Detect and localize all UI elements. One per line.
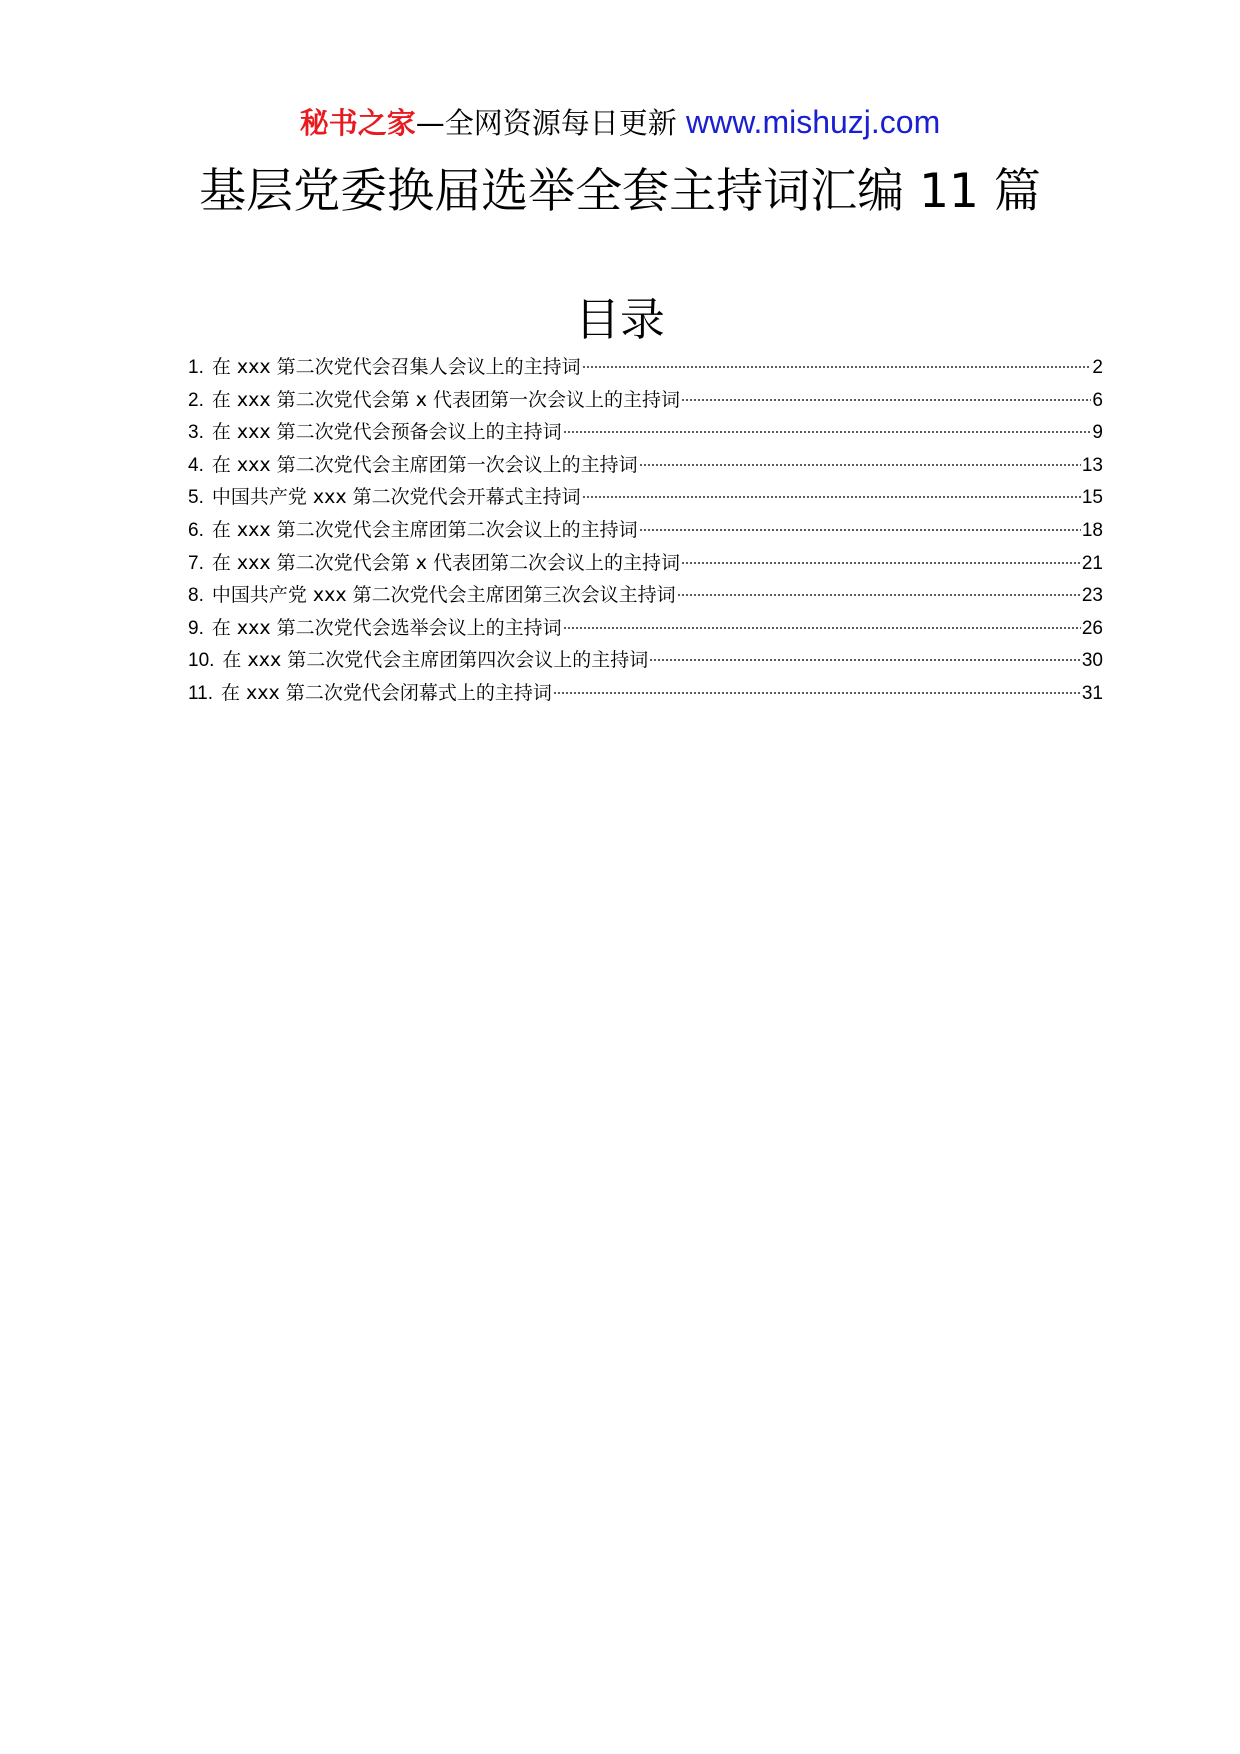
toc-entry-number: 6. xyxy=(188,519,204,541)
toc-entry-title: 在 xxx 第二次党代会选举会议上的主持词 xyxy=(211,616,562,639)
toc-dot-leader xyxy=(582,366,1092,368)
table-of-contents xyxy=(188,351,1103,710)
brand-name: 秘书之家 xyxy=(299,106,416,140)
toc-entry-title: 在 xxx 第二次党代会召集人会议上的主持词 xyxy=(211,356,581,378)
toc-entry[interactable] xyxy=(188,579,1103,612)
toc-entry-title: 在 xxx 第二次党代会闭幕式上的主持词 xyxy=(221,681,552,704)
toc-entry-title: 中国共产党 xxx 第二次党代会开幕式主持词 xyxy=(211,486,581,509)
toc-entry-number: 10. xyxy=(188,650,215,672)
toc-entry-title: 在 xxx 第二次党代会主席团第二次会议上的主持词 xyxy=(211,518,638,541)
toc-dot-leader xyxy=(649,659,1081,661)
toc-entry[interactable] xyxy=(188,449,1103,482)
toc-entry-page: 13 xyxy=(1081,454,1103,476)
toc-entry-number: 1. xyxy=(188,357,204,378)
toc-dot-leader xyxy=(563,431,1092,433)
site-banner xyxy=(0,100,1240,145)
toc-entry-number: 11. xyxy=(188,682,214,704)
toc-entry-page: 18 xyxy=(1081,519,1103,541)
toc-dot-leader xyxy=(553,692,1081,694)
toc-dot-leader xyxy=(681,399,1091,401)
toc-entry[interactable] xyxy=(188,677,1103,710)
banner-slogan: —全网资源每日更新 xyxy=(415,106,677,140)
toc-entry-page: 9 xyxy=(1092,422,1103,444)
toc-heading: 目录 xyxy=(574,293,665,346)
toc-dot-leader xyxy=(639,464,1081,466)
toc-entry-number: 4. xyxy=(188,454,204,476)
toc-entry-page: 21 xyxy=(1081,552,1103,574)
toc-entry-page: 2 xyxy=(1092,357,1103,378)
toc-entry[interactable] xyxy=(188,351,1103,384)
toc-entry[interactable] xyxy=(188,644,1103,677)
toc-entry-page: 26 xyxy=(1081,617,1103,639)
toc-entry-number: 9. xyxy=(188,617,204,639)
toc-entry[interactable] xyxy=(188,384,1103,417)
toc-entry-number: 2. xyxy=(188,389,204,411)
toc-dot-leader xyxy=(563,627,1081,629)
toc-entry-number: 5. xyxy=(188,487,204,509)
site-url-link[interactable]: www.mishuzj.com xyxy=(685,104,941,140)
toc-entry-page: 30 xyxy=(1081,650,1103,672)
toc-entry-number: 8. xyxy=(188,585,204,607)
toc-entry-title: 在 xxx 第二次党代会主席团第一次会议上的主持词 xyxy=(211,453,638,476)
toc-entry-title: 中国共产党 xxx 第二次党代会主席团第三次会议主持词 xyxy=(211,584,676,607)
toc-entry-page: 6 xyxy=(1092,389,1103,411)
toc-entry-page: 31 xyxy=(1081,682,1103,704)
toc-entry-number: 3. xyxy=(188,422,204,444)
toc-entry-number: 7. xyxy=(188,552,204,574)
document-title: 基层党委换届选举全套主持词汇编 11 篇 xyxy=(199,164,1041,219)
toc-entry[interactable] xyxy=(188,547,1103,580)
toc-entry-title: 在 xxx 第二次党代会预备会议上的主持词 xyxy=(211,421,562,444)
toc-dot-leader xyxy=(639,529,1081,531)
toc-dot-leader xyxy=(681,562,1081,564)
toc-entry[interactable] xyxy=(188,612,1103,645)
toc-entry-title: 在 xxx 第二次党代会第 x 代表团第二次会议上的主持词 xyxy=(211,551,680,574)
toc-entry[interactable] xyxy=(188,416,1103,449)
toc-entry-page: 23 xyxy=(1081,585,1103,607)
toc-entry[interactable] xyxy=(188,514,1103,547)
toc-entry-title: 在 xxx 第二次党代会第 x 代表团第一次会议上的主持词 xyxy=(211,388,680,411)
toc-entry[interactable] xyxy=(188,481,1103,514)
toc-dot-leader xyxy=(677,594,1081,596)
toc-entry-title: 在 xxx 第二次党代会主席团第四次会议上的主持词 xyxy=(222,649,649,672)
toc-entry-page: 15 xyxy=(1081,487,1103,509)
toc-dot-leader xyxy=(582,496,1081,498)
